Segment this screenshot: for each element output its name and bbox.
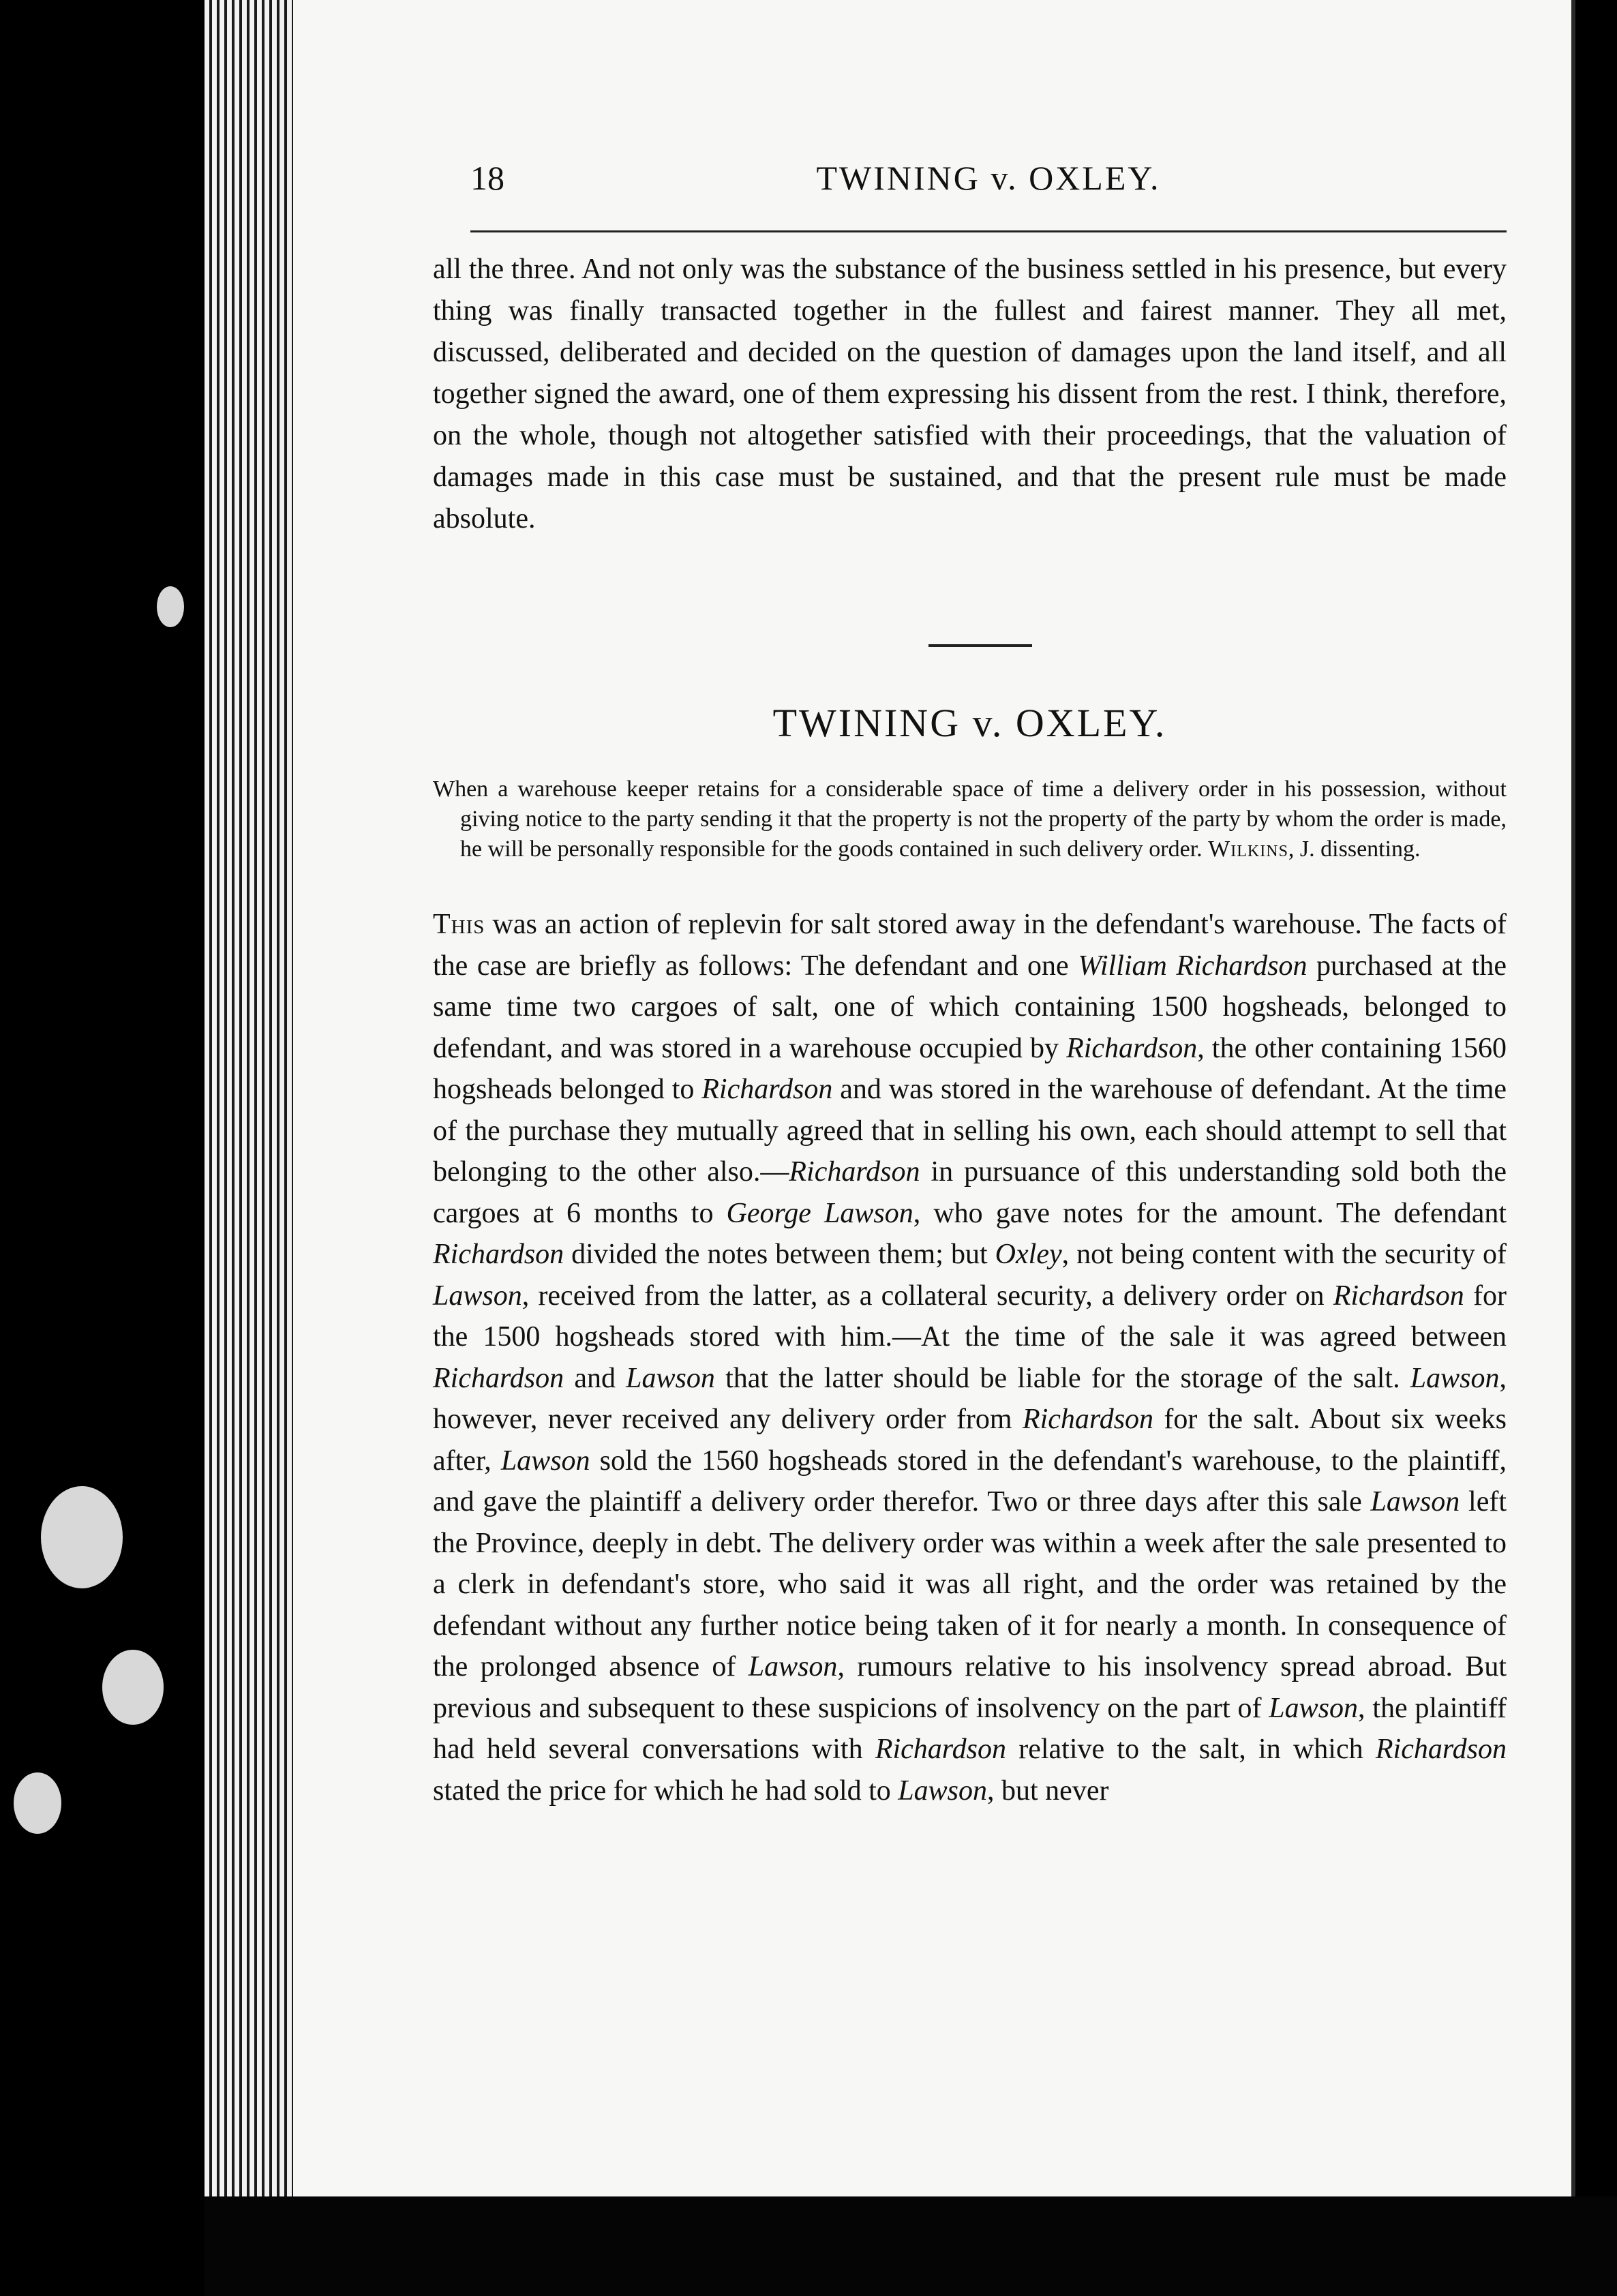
running-head [470,158,1507,220]
previous-case-conclusion [433,249,1507,540]
headnote-paragraph: When a warehouse keeper retains for a considerable space of time a delivery order in his possession, without giving notice to the party sending it that the property is not the property of the party by whom the order is made, he will be personally responsible for the goods contained in such delivery order. Wilkins, J. dissenting. [433,776,1507,862]
body-paragraph: This was an action of replevin for salt stored away in the defendant's warehouse. The facts of the case are briefly as follows: The defendant and one William Richardson purchased at the same time two cargoes of salt, one of which containing 1500 hogsheads, belonged to defendant, and was stored in a warehouse occupied by Richardson, the other containing 1560 hogsheads belonged to Richardson and was stored in the warehouse of defendant. At the time of the purchase they mutually agreed that in selling his own, each should attempt to sell that belonging to the other also.—Richardson in pursuance of this understanding sold both the cargoes at 6 months to George Lawson, who gave notes for the amount. The defendant Richardson divided the notes between them; but Oxley, not being content with the security of Lawson, received from the latter, as a collateral security, a delivery order on Richardson for the 1500 hogsheads stored with him.—At the time of the sale it was agreed between Richardson and Lawson that the latter should be liable for the storage of the salt. Lawson, however, never received any delivery order from Richardson for the salt. About six weeks after, Lawson sold the 1560 hogsheads stored in the defendant's warehouse, to the plaintiff, and gave the plaintiff a delivery order therefor. Two or three days after this sale Lawson left the Province, deeply in debt. The delivery order was within a week after the sale presented to a clerk in defendant's store, who said it was all right, and the order was retained by the defendant without any further notice being taken of it for nearly a month. In consequence of the prolonged absence of Lawson, rumours relative to his insolvency spread abroad. But previous and subsequent to these suspicions of insolvency on the part of Lawson, the plaintiff had held several conversations with Richardson relative to the salt, in which Richardson stated the price for which he had sold to Lawson, but never [433,909,1507,1807]
scan-artifact [14,1772,61,1834]
headnote [433,774,1507,864]
page-number: 18 [470,159,504,197]
dissenting-judge: Wilkins [1208,836,1288,862]
section-divider [928,644,1032,647]
header-rule [470,230,1507,232]
case-title: TWINING v. OXLEY. [772,701,1167,745]
scan-artifact [157,586,184,627]
scan-artifact [41,1486,123,1588]
running-title: TWINING v. OXLEY. [816,159,1161,197]
scan-artifact [102,1650,164,1725]
previous-case-paragraph: all the three. And not only was the substance of the business settled in his presence, but every thing was finally transacted together in the fullest and fairest manner. They all met, discussed, deliberated and decided on the question of damages upon the land itself, and all together signed the award, one of them expressing his dissent from the rest. I think, therefore, on the whole, though not altogether satisfied with their proceedings, that the valuation of damages made in this case must be sustained, and that the present rule must be made absolute. [433,254,1507,534]
book-page-edges [205,0,300,2296]
opening-word: This [433,909,485,940]
scan-background [205,2196,1617,2296]
case-body [433,904,1507,1811]
